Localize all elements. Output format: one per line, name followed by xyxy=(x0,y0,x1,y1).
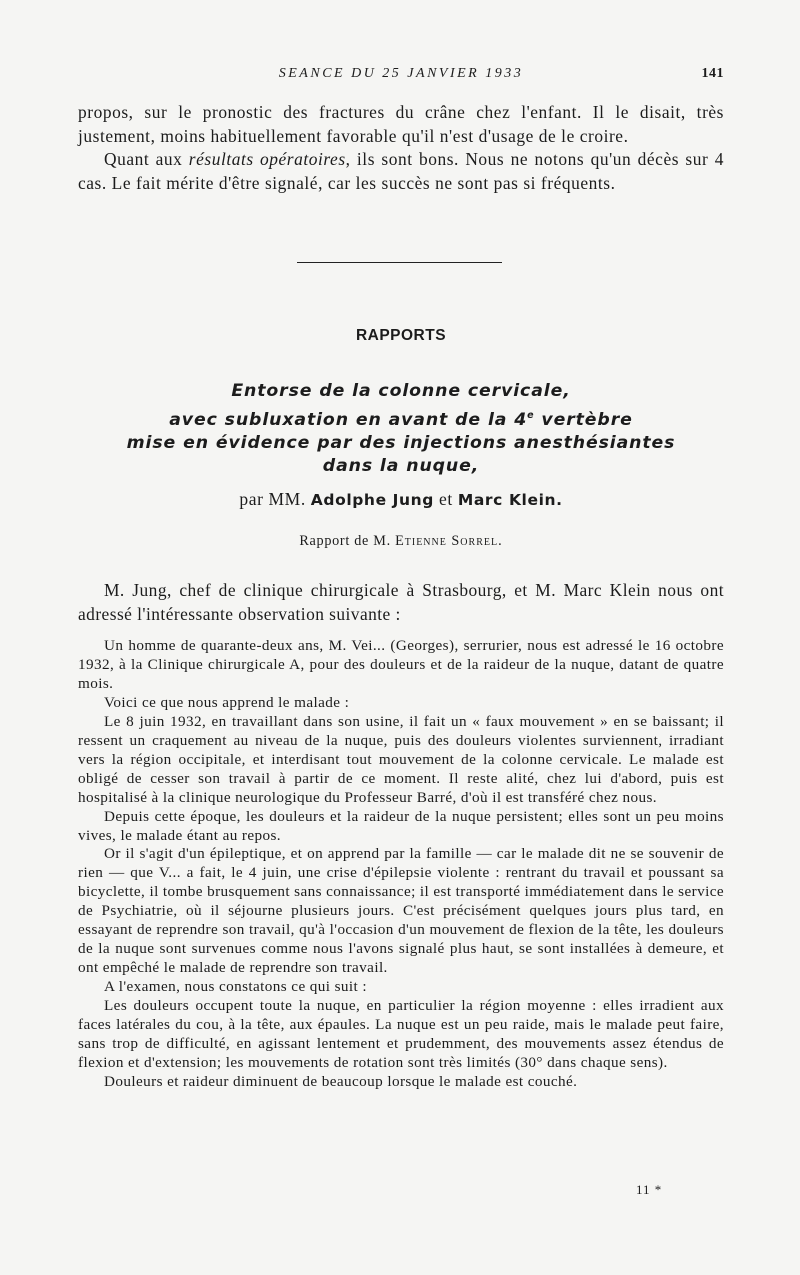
observation-text xyxy=(78,637,724,1092)
article-title-line: Entorse de la colonne cervicale, xyxy=(231,381,571,401)
article-title-line: avec subluxation en avant de la 4e vertèbre xyxy=(169,409,633,430)
article-title-line: dans la nuque, xyxy=(322,456,480,477)
paragraph: Or il s'agit d'un épileptique, et on apprend par la famille — car le malade dit ne se souvenir de rien — que V... a fait, le 4 juin, une crise d'épilepsie violente : rentrant du travail et poussant sa bicyclette, il tombe brusquement sans connaissance; il est transporté immédiatement dans le service de Psychiatrie, où il séjourne plusieurs jours. C'est précisément quelques jours plus tard, en essayant de reprendre son travail, qu'à l'occasion d'un mouvement de flexion de la tête, les douleurs de la nuque sont survenues comme nous l'avons signalé plus haut, se sont installées à demeure, et ont empêché le malade de reprendre son travail. xyxy=(78,845,724,977)
author-name: Marc Klein. xyxy=(457,491,563,509)
article-title xyxy=(78,380,724,479)
reporter-name: Etienne Sorrel. xyxy=(395,533,503,549)
paragraph: M. Jung, chef de clinique chirurgicale à Strasbourg, et M. Marc Klein nous ont adressé l'intéressante observation suivante : xyxy=(78,580,724,624)
continued-text xyxy=(78,101,724,195)
authors-conjunction: et xyxy=(439,489,453,509)
paragraph: Depuis cette époque, les douleurs et la raideur de la nuque persistent; elles sont un peu moins vives, le malade étant au repos. xyxy=(78,807,724,844)
paragraph: propos, sur le pronostic des fractures du crâne chez l'enfant. Il le disait, très justement, moins habituellement favorable qu'il n'est d'usage de le croire. xyxy=(78,102,724,146)
authors-prefix: par MM. xyxy=(239,489,306,509)
section-divider xyxy=(297,262,502,263)
page-number: 141 xyxy=(701,66,724,81)
author-name: Adolphe Jung xyxy=(310,491,435,509)
running-head xyxy=(78,66,724,86)
ordinal-suffix: e xyxy=(527,409,535,421)
running-title: SEANCE DU 25 JANVIER 1933 xyxy=(278,66,524,81)
intro-paragraph xyxy=(78,579,724,626)
article-title-line: mise en évidence par des injections anesthésiantes xyxy=(126,432,676,453)
paragraph: Un homme de quarante-deux ans, M. Vei... (Georges), serrurier, nous est adressé le 16 octobre 1932, à la Clinique chirurgicale A, pour des douleurs et de la raideur de la nuque, datant de quatre mois. xyxy=(78,637,724,692)
paragraph: Voici ce que nous apprend le malade : xyxy=(104,693,350,711)
paragraph: Douleurs et raideur diminuent de beaucoup lorsque le malade est couché. xyxy=(104,1072,578,1090)
paragraph: Le 8 juin 1932, en travaillant dans son usine, il fait un « faux mouvement » en se baissant; il ressent un craquement au niveau de la nuque, puis des douleurs violentes surviennent, irradiant vers la région occipitale, et interdisant tout mouvement de la colonne cervicale. Le malade est obligé de cesser son travail à partir de ce moment. Il reste alité, chez lui d'abord, puis est hospitalisé à la clinique neurologique du Professeur Barré, d'où il est transféré chez nous. xyxy=(78,712,724,806)
paragraph: A l'examen, nous constatons ce qui suit : xyxy=(104,978,367,996)
reporter-line xyxy=(78,533,724,550)
reporter-prefix: Rapport de M. xyxy=(299,533,391,549)
authors-line xyxy=(78,489,724,510)
section-heading: RAPPORTS xyxy=(355,327,447,344)
paragraph: Les douleurs occupent toute la nuque, en particulier la région moyenne : elles irradient aux faces latérales du cou, à la tête, aux épaules. La nuque est un peu raide, mais le malade peut faire, sans trop de difficulté, en agissant lentement et prudemment, des mouvements assez étendus de flexion et d'extension; les mouvements de rotation sont très limités (30° dans chaque sens). xyxy=(78,997,724,1071)
signature-mark: 11 * xyxy=(636,1182,663,1197)
emphasis: résultats opératoires xyxy=(188,149,346,170)
paragraph: Quant aux résultats opératoires, ils sont bons. Nous ne notons qu'un décès sur 4 cas. Le fait mérite d'être signalé, car les succès ne sont pas si fréquents. xyxy=(78,149,724,193)
